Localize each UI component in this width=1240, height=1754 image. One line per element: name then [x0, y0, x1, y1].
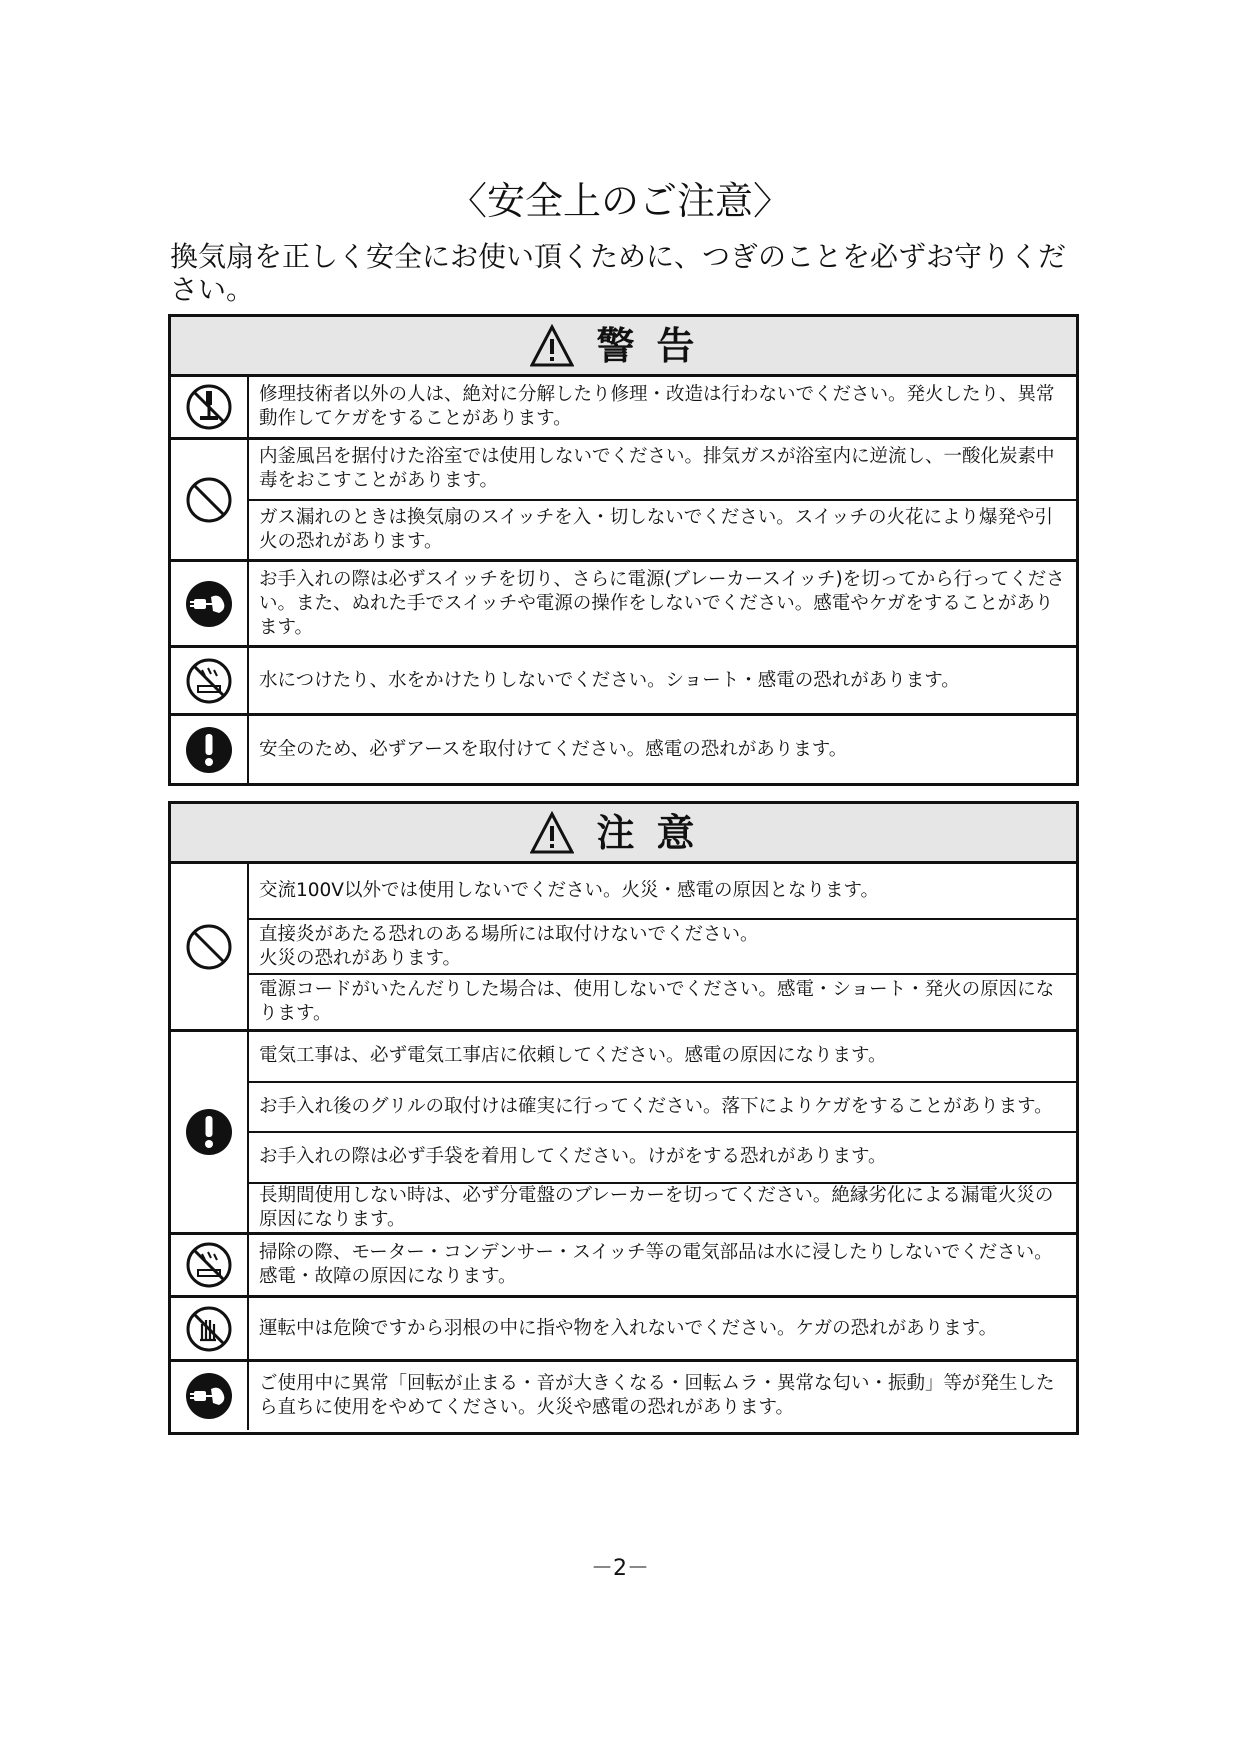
warning-icon-cell: [171, 562, 249, 645]
caution-triangle-icon: [530, 811, 574, 855]
warning-item-group: [171, 562, 1076, 648]
warning-item-group: [171, 440, 1076, 562]
warning-rows: [249, 648, 1076, 713]
warning-item-text: ガス漏れのときは換気扇のスイッチを入・切しないでください。スイッチの火花により爆発や引火の恐れがあります。: [259, 506, 1054, 552]
caution-icon-cell: [171, 1362, 249, 1430]
caution-rows: [249, 1362, 1076, 1430]
warning-icon-cell: [171, 440, 249, 559]
warning-header: [171, 317, 1076, 377]
caution-icon-cell: [171, 1032, 249, 1232]
no-disassembly-icon: [184, 382, 234, 432]
caution-rows: [249, 1032, 1076, 1232]
warning-triangle-icon: [530, 324, 574, 368]
caution-box: [168, 801, 1079, 1435]
caution-item-group: [171, 1298, 1076, 1362]
caution-rows: [249, 1235, 1076, 1295]
warning-item-text: お手入れの際は必ずスイッチを切り、さらに電源(ブレーカースイッチ)を切ってから行ってください。また、ぬれた手でスイッチや電源の操作をしないでください。感電やケガをすることがあります。: [259, 568, 1065, 638]
warning-box: [168, 314, 1079, 786]
warning-icon-cell: [171, 716, 249, 783]
caution-icon-cell: [171, 864, 249, 1029]
caution-item-text: 電源コードがいたんだりした場合は、使用しないでください。感電・ショート・発火の原因になります。: [259, 979, 1055, 1025]
warning-item-group: [171, 648, 1076, 716]
caution-item-text: 交流100V以外では使用しないでください。火災・感電の原因となります。: [249, 864, 1076, 920]
caution-item-group: [171, 1362, 1076, 1430]
caution-item-group: [171, 864, 1076, 1032]
caution-icon-cell: [171, 1298, 249, 1359]
caution-item-group: [171, 1235, 1076, 1298]
intro-text: 換気扇を正しく安全にお使い頂くために、つぎのことを必ずお守りください。: [170, 240, 1067, 306]
warning-rows: [249, 377, 1076, 437]
caution-item-text: お手入れ後のグリルの取付けは確実に行ってください。落下によりケガをすることがあります。: [249, 1083, 1076, 1134]
caution-item-text: 掃除の際、モーター・コンデンサー・スイッチ等の電気部品は水に浸したりしないでください。感電・故障の原因になります。: [259, 1242, 1053, 1287]
mandatory-icon: [184, 1107, 234, 1157]
caution-item-text: 運転中は危険ですから羽根の中に指や物を入れないでください。ケガの恐れがあります。: [259, 1317, 998, 1339]
no-water-icon: [184, 1240, 234, 1290]
caution-item-text: ご使用中に異常「回転が止まる・音が大きくなる・回転ムラ・異常な匂い・振動」等が発生したら直ちに使用をやめてください。火災や感電の恐れがあります。: [259, 1373, 1055, 1418]
warning-rows: [249, 562, 1076, 645]
warning-item-group: [171, 377, 1076, 440]
caution-item-text: お手入れの際は必ず手袋を着用してください。けがをする恐れがあります。: [249, 1133, 1076, 1184]
no-water-icon: [184, 656, 234, 706]
caution-item-text: 長期間使用しない時は、必ず分電盤のブレーカーを切ってください。絶縁劣化による漏電火災の原因になります。: [259, 1184, 1054, 1230]
warning-item-text: 修理技術者以外の人は、絶対に分解したり修理・改造は行わないでください。発火したり、異常動作してケガをすることがあります。: [259, 384, 1055, 429]
prohibited-icon: [184, 475, 234, 525]
caution-header: [171, 804, 1076, 864]
no-touch-icon: [184, 1304, 234, 1354]
prohibited-icon: [184, 922, 234, 972]
warning-item-group: [171, 716, 1076, 783]
unplug-icon: [184, 1371, 234, 1421]
caution-item-group: [171, 1032, 1076, 1235]
warning-item-text: 安全のため、必ずアースを取付けてください。感電の恐れがあります。: [259, 738, 848, 760]
warning-item-text: 水につけたり、水をかけたりしないでください。ショート・感電の恐れがあります。: [259, 669, 960, 691]
caution-rows: [249, 864, 1076, 1029]
mandatory-icon: [184, 725, 234, 775]
warning-icon-cell: [171, 648, 249, 713]
warning-groups: [171, 377, 1076, 783]
warning-rows: [249, 440, 1076, 559]
caution-item-text: 電気工事は、必ず電気工事店に依頼してください。感電の原因になります。: [249, 1032, 1076, 1083]
warning-icon-cell: [171, 377, 249, 437]
page-number: －2－: [591, 1556, 649, 1581]
unplug-icon: [184, 579, 234, 629]
page-title: 〈安全上のご注意〉: [448, 179, 791, 223]
caution-groups: [171, 864, 1076, 1430]
warning-rows: [249, 716, 1076, 783]
caution-icon-cell: [171, 1235, 249, 1295]
warning-item-text: 内釜風呂を据付けた浴室では使用しないでください。排気ガスが浴室内に逆流し、一酸化炭素中毒をおこすことがあります。: [249, 440, 1076, 501]
caution-item-text: 直接炎があたる恐れのある場所には取付けないでください。 火災の恐れがあります。: [249, 920, 1076, 976]
caution-rows: [249, 1298, 1076, 1359]
caution-heading: 注意: [596, 810, 717, 855]
warning-heading: 警告: [596, 323, 717, 368]
